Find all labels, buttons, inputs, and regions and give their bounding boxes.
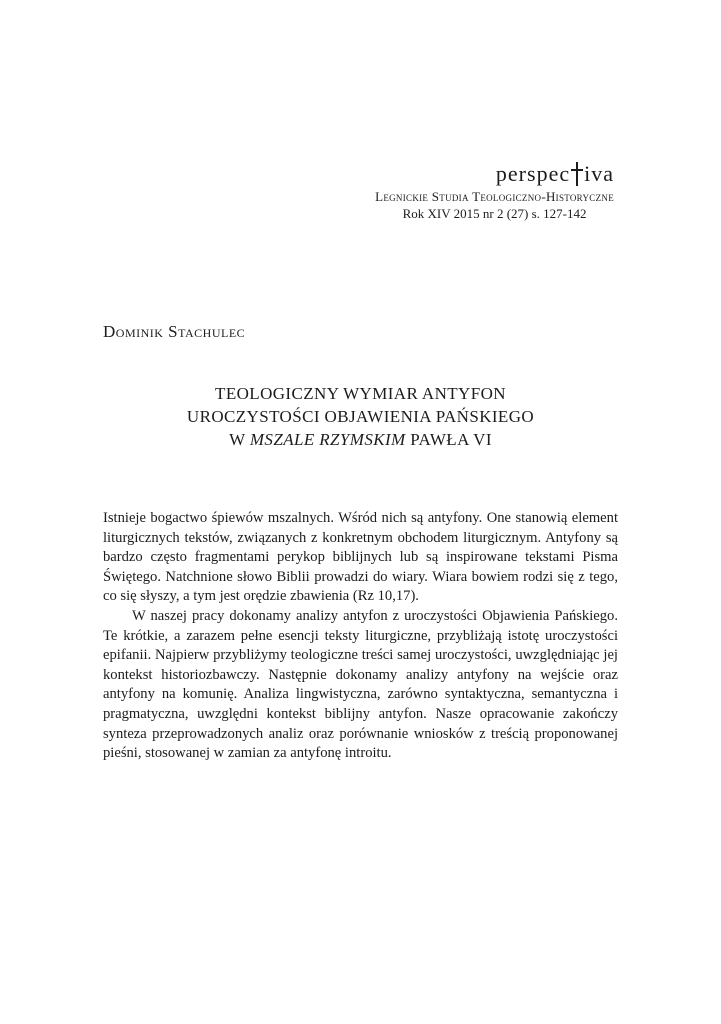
title-line-3-italic: MSZALE RZYMSKIM [249,430,406,449]
journal-logo-right: iva [584,161,614,186]
author-name: Dominik Stachulec [103,322,246,341]
article-title [103,382,618,451]
title-line-2: UROCZYSTOŚCI OBJAWIENIA PAŃSKIEGO [186,407,535,426]
journal-logo-left: perspec [495,161,571,186]
title-line-1: TEOLOGICZNY WYMIAR ANTYFON [215,384,506,403]
journal-header [375,160,614,222]
title-line-3-prefix: W [229,430,250,449]
journal-logo [496,160,614,188]
paragraph-2: W naszej pracy dokonamy analizy antyfon z uroczystości Objawienia Pańskiego. Te krótkie, a zarazem pełne esencji teksty liturgiczne, przybliżają istotę uroczystości epifanii. Najpierw przybliżymy teologiczne treści samej uroczystości, uwzględniając jej kontekst historiozbawczy. Następnie dokonamy analizy antyfony na wejście oraz antyfony na komunię. Analiza lingwistyczna, zarówno syntaktyczna, semantyczna i pragmatyczna, uwzględni kontekst biblijny antyfon. Nasze opracowanie zakończy synteza przeprowadzonych analiz oraz porównanie wniosków z treścią proponowanej pieśni, stosowanej w zamian za antyfonę introitu. [103,607,618,762]
cross-icon [571,162,583,188]
title-line-3 [103,428,618,451]
journal-subtitle: Legnickie Studia Teologiczno-Historyczne [375,189,614,204]
paragraph-1: Istnieje bogactwo śpiewów mszalnych. Wśród nich są antyfony. One stanowią element liturgicznych tekstów, związanych z konkretnym obchodem liturgicznym. Antyfony są bardzo często fragmentami perykop biblijnych lub są inspirowane tekstami Pisma Świętego. Natchnione słowo Biblii prowadzi do wiary. Wiara bowiem rodzi się z tego, co się słyszy, a tym jest orędzie zbawienia (Rz 10,17). [103,510,618,605]
article-body [103,509,618,764]
title-line-3-suffix: PAWŁA VI [405,430,492,449]
journal-issue: Rok XIV 2015 nr 2 (27) s. 127-142 [402,206,587,221]
